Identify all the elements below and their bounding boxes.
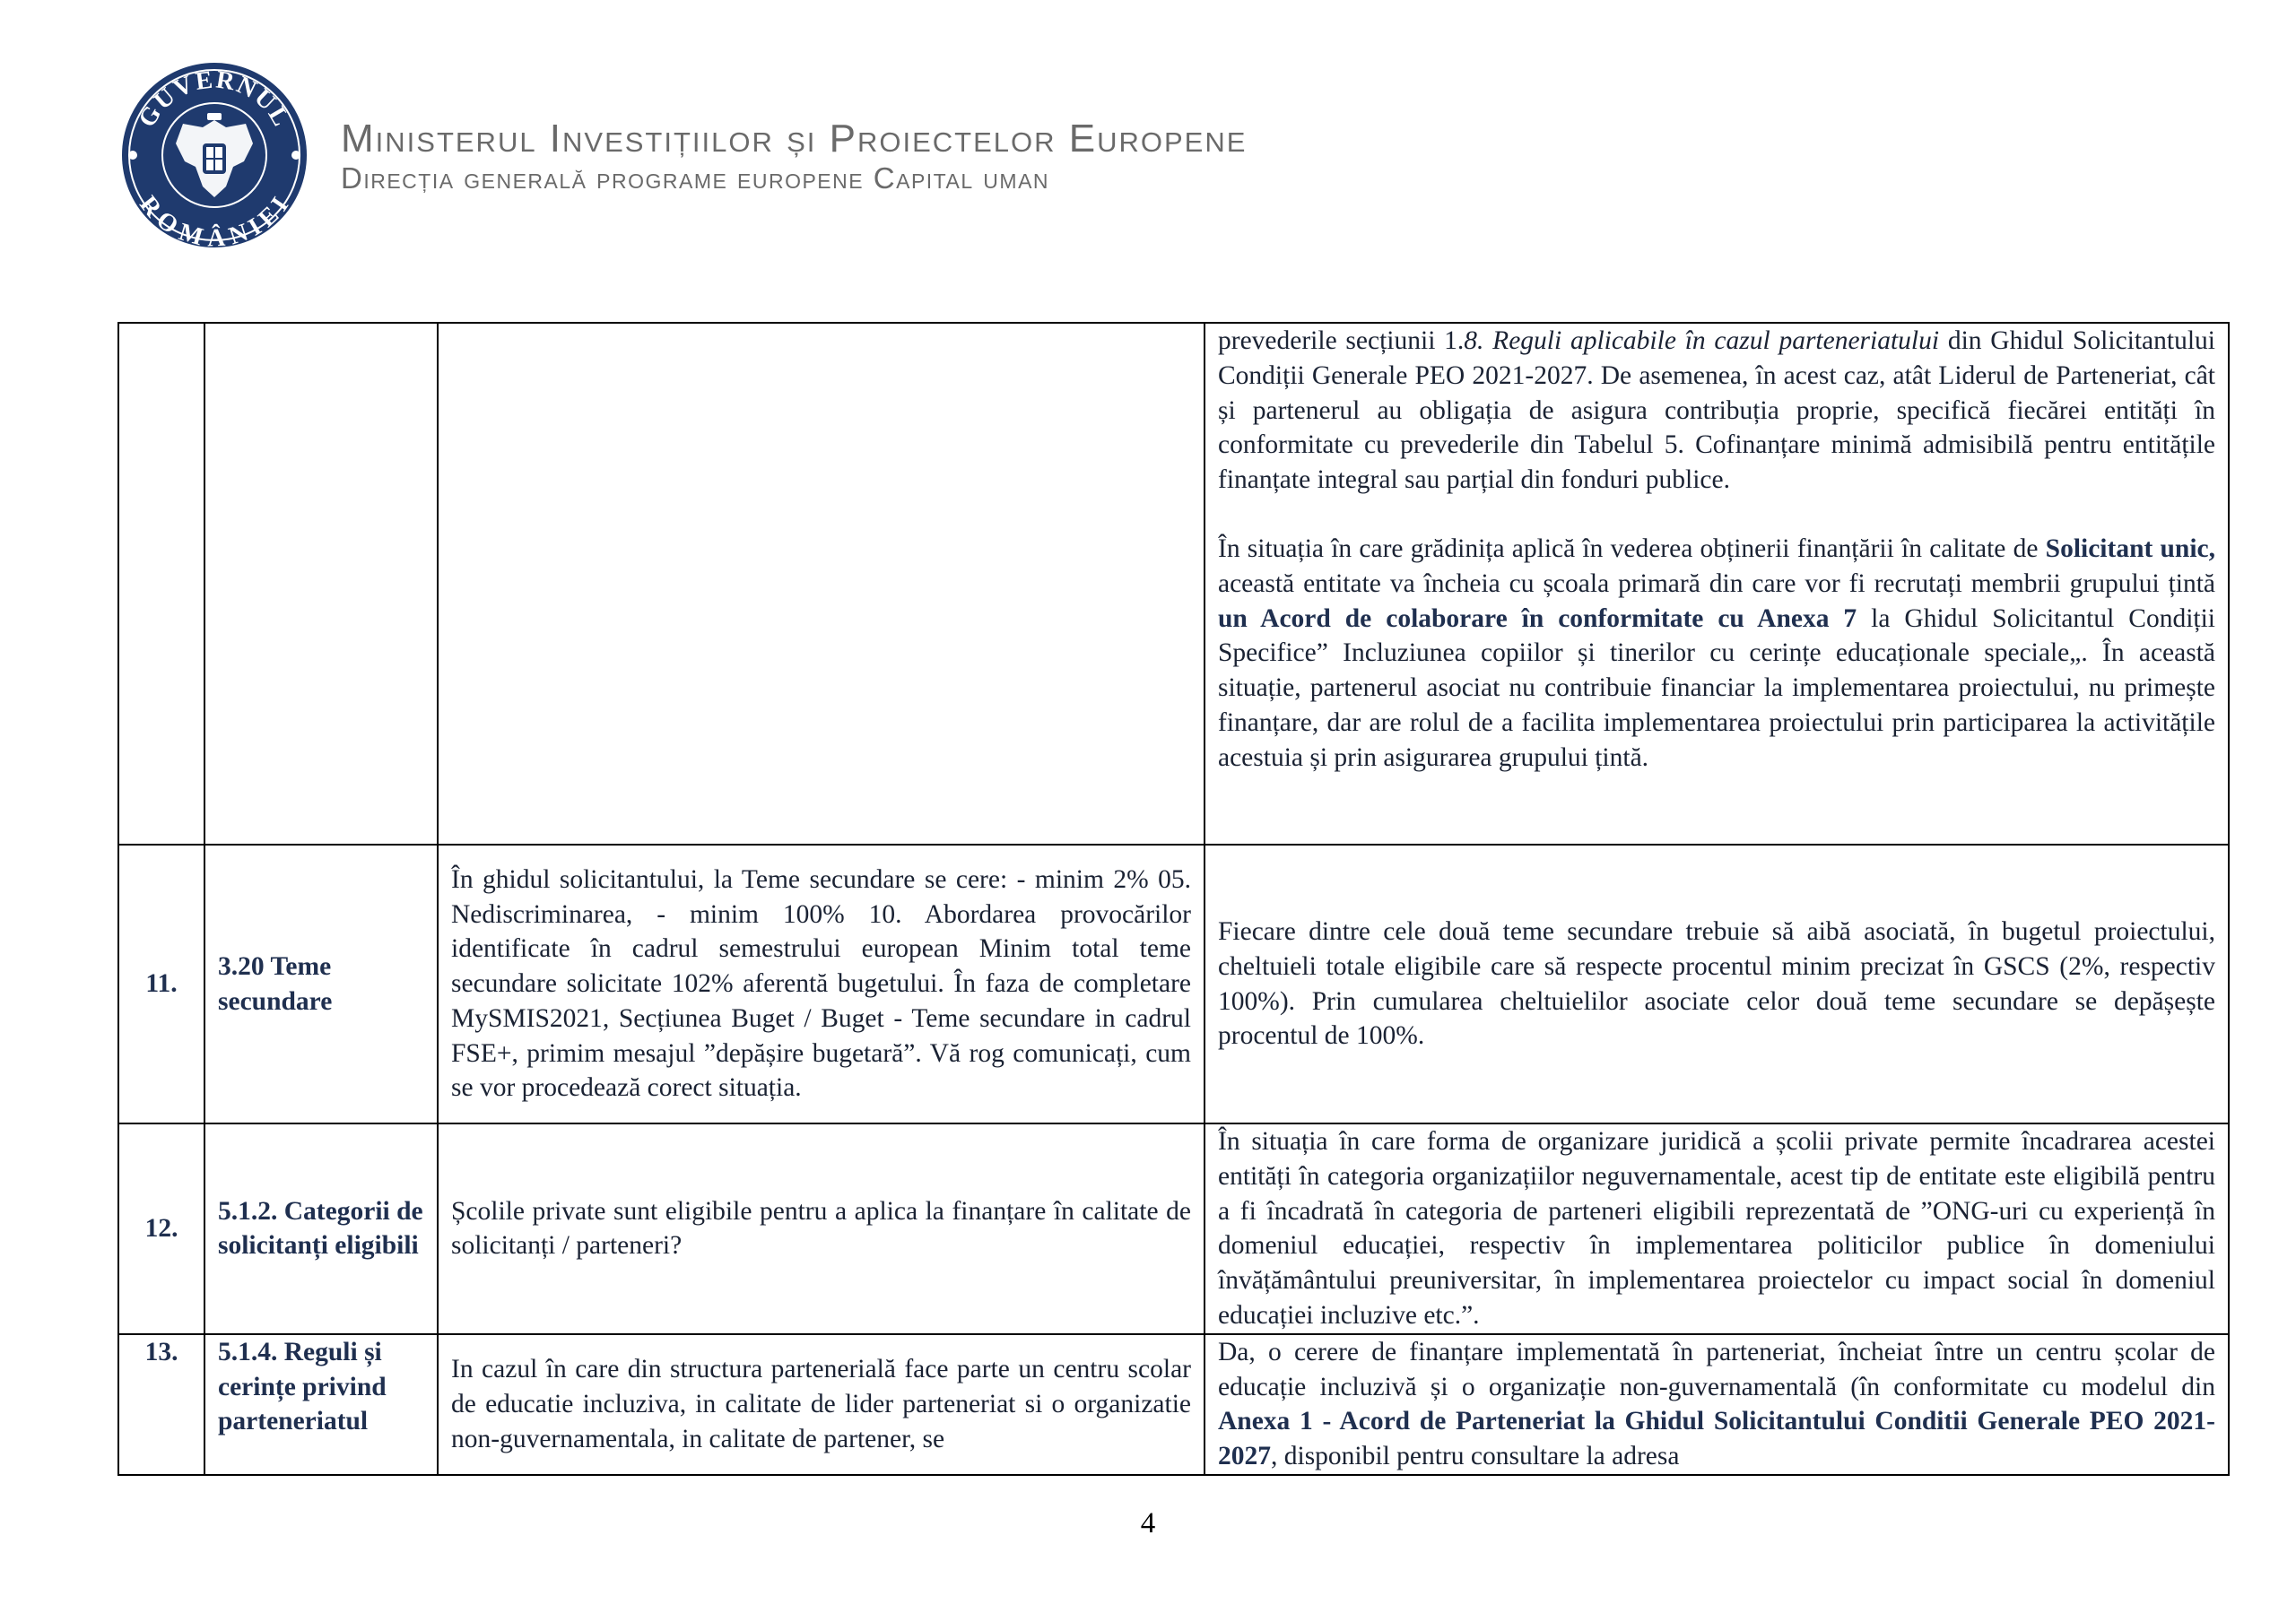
- table-row: [118, 1334, 2229, 1475]
- row-number: 12.: [118, 1123, 204, 1334]
- government-seal-icon: [120, 61, 309, 249]
- answer-paragraph: prevederile secțiunii 1.8. Reguli aplicabile în cazul parteneriatului din Ghidul Solicitantului Condiții Generale PEO 2021-2027. De asemenea, în acest caz, atât Liderul de Parteneriat, cât și partenerul au obligația de asigura contribuția proprie, specifică fiecărei entități în conformitate cu prevederile din Tabelul 5. Cofinanțare minimă admisibilă pentru entitățile finanțate integral sau parțial din fonduri publice.: [1218, 326, 2215, 495]
- row-number: [118, 323, 204, 845]
- row-number: 11.: [118, 845, 204, 1123]
- row-answer: [1205, 323, 2229, 845]
- table-row: [118, 323, 2229, 845]
- table-row: [118, 845, 2229, 1123]
- row-section: 3.20 Teme secundare: [204, 845, 438, 1123]
- row-section: 5.1.2. Categorii de solicitanți eligibili: [204, 1123, 438, 1334]
- row-question: În ghidul solicitantului, la Teme secundare se cere: - minim 2% 05. Nediscriminarea, - minim 100% 10. Abordarea provocărilor identificate în cadrul semestrului european Minim total teme secundare solicitate 102% aferentă bugetului. În faza de completare MySMIS2021, Secțiunea Buget / Buget - Teme secundare in cadrul FSE+, primim mesajul ”depășire bugetară”. Vă rog comunicați, cum se vor procedează corect situația.: [438, 845, 1205, 1123]
- page-number: 4: [1140, 1507, 1156, 1540]
- answer-paragraph: În situația în care grădinița aplică în vederea obținerii finanțării în calitate de Solicitant unic, această entitate va încheia cu școala primară din care vor fi recrutați membrii grupului țintă un Acord de colaborare în conformitate cu Anexa 7 la Ghidul Solicitantul Condiții Specifice” Incluziunea copiilor și tinerilor cu cerințe educaționale speciale„. În această situație, partenerul asociat nu contribuie financiar la implementarea proiectului, nu primește finanțare, dar are rolul de a facilita implementarea proiectului prin participarea la activitățile acestuia și prin asigurarea grupului țintă.: [1218, 533, 2216, 772]
- faq-table: [117, 322, 2230, 1476]
- svg-text:GUVERNUL: GUVERNUL: [133, 65, 296, 133]
- page-header: [120, 61, 1286, 249]
- row-answer: Fiecare dintre cele două teme secundare trebuie să aibă asociată, în bugetul proiectului, cheltuieli totale eligibile care să respecte procentul minim precizat în GSCS (2%, respectiv 100%). Prin cumularea cheltuielilor asociate celor două teme secundare se depășește procentul de 100%.: [1205, 845, 2229, 1123]
- row-section: 5.1.4. Reguli și cerințe privind parteneriatul: [204, 1334, 438, 1475]
- row-answer: Da, o cerere de finanțare implementată în parteneriat, încheiat între un centru școlar de educație incluzivă și o organizație non-guvernamentală (în conformitate cu modelul din Anexa 1 - Acord de Parteneriat la Ghidul Solicitantului Conditii Generale PEO 2021-2027, disponibil pentru consultare la adresa: [1205, 1334, 2229, 1475]
- row-question: Școlile private sunt eligibile pentru a aplica la finanțare în calitate de solicitanți / parteneri?: [438, 1123, 1205, 1334]
- directorate-name: Direcția generală programe europene Capital uman: [341, 161, 1050, 195]
- row-number: 13.: [118, 1334, 204, 1475]
- svg-text:ROMÂNIEI: ROMÂNIEI: [134, 190, 296, 249]
- row-answer: În situația în care forma de organizare juridică a școlii private permite încadrarea acestei entități în categoria organizațiilor neguvernamentale, acest tip de entitate este eligibilă pentru a fi încadrată în categoria de parteneri eligibili reprezentată de ”ONG-uri cu experiență în domeniul educației, respectiv în implementarea politicilor publice în domeniului învățământului preuniversitar, în implementarea proiectelor cu impact social în domeniul educației incluzive etc.”.: [1205, 1123, 2229, 1334]
- row-section: [204, 323, 438, 845]
- table-row: [118, 1123, 2229, 1334]
- row-question: [438, 323, 1205, 845]
- row-question: In cazul în care din structura partenerială face parte un centru scolar de educatie incluziva, in calitate de lider parteneriat si o organizatie non-guvernamentala, in calitate de partener, se: [438, 1334, 1205, 1475]
- ministry-name: Ministerul Investițiilor și Proiectelor Europene: [341, 117, 1248, 160]
